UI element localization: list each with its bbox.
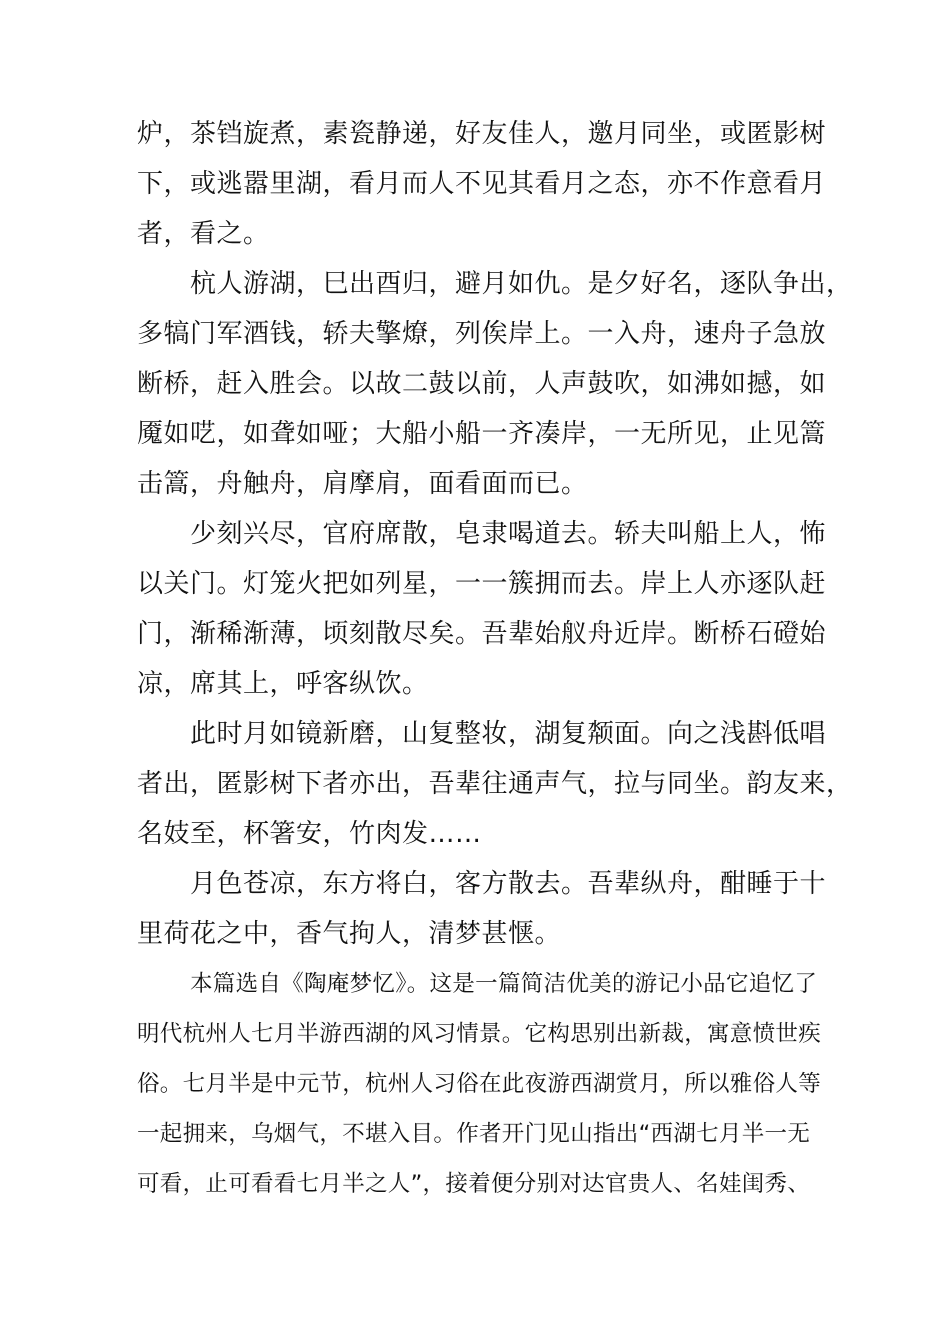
text-line: 断桥，赶入胜会。以故二鼓以前，人声鼓吹，如沸如撼，如 [137, 369, 827, 399]
commentary-line: 俗。七月半是中元节，杭州人习俗在此夜游西湖赏月，所以雅俗人等 [137, 1071, 822, 1097]
text-line: 炉，茶铛旋煮，素瓷静递，好友佳人，邀月同坐，或匿影树 [137, 119, 827, 149]
text-line: 魇如呓，如聋如哑；大船小船一齐凑岸，一无所见，止见篙 [137, 419, 827, 449]
commentary-line: 明代杭州人七月半游西湖的风习情景。它构思别出新裁，寓意愤世疾 [137, 1021, 822, 1047]
text-line: 名妓至，杯箸安，竹肉发…… [137, 819, 482, 849]
commentary-start-line: 本篇选自《陶庵梦忆》。这是一篇简洁优美的游记小品它追忆了 [190, 971, 818, 997]
text-line: 下，或逃嚣里湖，看月而人不见其看月之态，亦不作意看月 [137, 169, 827, 199]
text-line: 里荷花之中，香气拘人，清梦甚惬。 [137, 919, 562, 949]
text-line: 击篙，舟触舟，肩摩肩，面看面而已。 [137, 469, 588, 499]
text-line: 门，渐稀渐薄，顷刻散尽矣。吾辈始舣舟近岸。断桥石磴始 [137, 619, 827, 649]
commentary-line: 可看，止可看看七月半之人”，接着便分别对达官贵人、名娃闺秀、 [137, 1171, 811, 1197]
text-line: 凉，席其上，呼客纵饮。 [137, 669, 429, 699]
text-line: 者，看之。 [137, 219, 270, 249]
text-line: 者出，匿影树下者亦出，吾辈往通声气，拉与同坐。韵友来， [137, 769, 853, 799]
paragraph-start-line: 此时月如镜新磨，山复整妆，湖复颒面。向之浅斟低唱 [190, 719, 827, 749]
paragraph-start-line: 杭人游湖，巳出酉归，避月如仇。是夕好名，逐队争出， [190, 269, 853, 299]
commentary-line: 一起拥来，乌烟气，不堪入目。作者开门见山指出“西湖七月半一无 [137, 1121, 811, 1147]
paragraph-start-line: 月色苍凉，东方将白，客方散去。吾辈纵舟，酣睡于十 [190, 869, 827, 899]
paragraph-start-line: 少刻兴尽，官府席散，皂隶喝道去。轿夫叫船上人，怖 [190, 519, 827, 549]
text-line: 以关门。灯笼火把如列星，一一簇拥而去。岸上人亦逐队赶 [137, 569, 827, 599]
text-line: 多犒门军酒钱，轿夫擎燎，列俟岸上。一入舟，速舟子急放 [137, 319, 827, 349]
